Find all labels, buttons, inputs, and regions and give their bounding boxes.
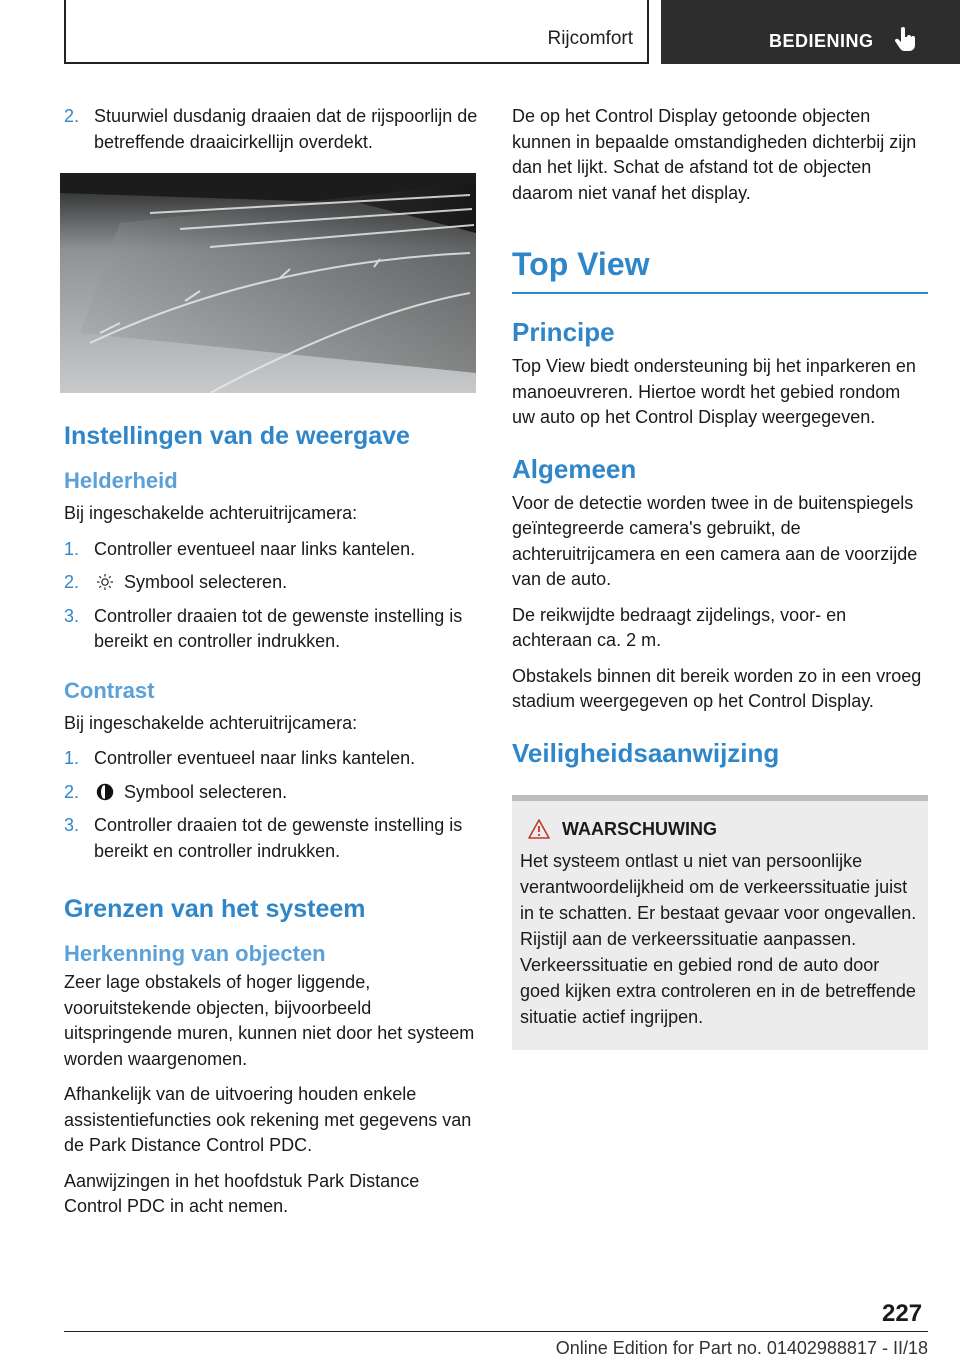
brightness-intro: Bij ingeschakelde achteruitrijcamera: [64, 503, 358, 523]
step-text: Symbool selecteren. [124, 781, 288, 802]
list-item [64, 780, 478, 806]
header-chapter-title: BEDIENING [769, 31, 874, 51]
contrast-intro: Bij ingeschakelde achteruitrijcamera: [64, 712, 358, 733]
header-section-title: Rijcomfort [547, 28, 633, 49]
paragraph: De reikwijdte bedraagt zijdelings, voor- en achteraan ca. 2 m. [512, 604, 847, 650]
heading-general: Algemeen [512, 453, 637, 484]
left-column [64, 104, 478, 1230]
step-number: 3. [64, 815, 80, 835]
contrast-icon [94, 783, 116, 801]
step-number: 3. [64, 605, 80, 626]
step-text: Controller draaien tot de gewenste instelling is bereikt en controller indrukken. [94, 605, 463, 651]
list-item [64, 537, 478, 563]
heading-rule [512, 292, 928, 294]
right-column [512, 104, 928, 1050]
heading-safety-notice: Veiligheidsaanwijzing [512, 737, 780, 768]
step-text: Controller eventueel naar links kantelen. [94, 748, 416, 768]
paragraph: De op het Control Display getoonde objecten kunnen in bepaalde omstandigheden dichterbij zijn dan het lijkt. Schat de afstand tot de objecten daarom niet vanaf het display. [512, 106, 917, 203]
heading-settings: Instellingen van de weergave [64, 422, 410, 450]
heading-system-limits: Grenzen van het systeem [64, 895, 366, 923]
step-number: 1. [64, 538, 80, 559]
paragraph: Aanwijzingen in het hoofdstuk Park Distance Control PDC in acht nemen. [64, 1170, 420, 1216]
list-item [64, 746, 478, 772]
page-number: 227 [882, 1300, 923, 1327]
paragraph: Voor de detectie worden twee in de buitenspiegels geïntegreerde camera's gebruikt, de achteruitrijcamera en een camera aan de voorzijde van de auto. [512, 492, 918, 589]
step-number: 1. [64, 748, 80, 768]
footer-edition: Online Edition for Part no. 01402988817 - II/18 [555, 1338, 928, 1358]
step-number: 2. [64, 781, 80, 802]
heading-top-view: Top View [512, 246, 650, 282]
heading-brightness: Helderheid [64, 468, 178, 493]
paragraph: Top View biedt ondersteuning bij het inparkeren en manoeuvreren. Hiertoe wordt het gebied rondom uw auto op het Control Display weergegeven. [512, 356, 916, 427]
paragraph: Obstakels binnen dit bereik worden zo in een vroeg stadium weergegeven op het Control Display. [512, 665, 922, 711]
header-section-box [64, 0, 649, 64]
list-item [64, 604, 478, 655]
heading-principle: Principe [512, 317, 615, 347]
step-text: Controller draaien tot de gewenste instelling is bereikt en controller indrukken. [94, 815, 463, 861]
step-number: 2. [64, 106, 80, 126]
paragraph: Zeer lage obstakels of hoger liggende, vooruitstekende objecten, bijvoorbeeld uitspringende muren, kunnen niet door het systeem worden waargenomen. [64, 972, 475, 1069]
rear-camera-display-image [60, 173, 476, 393]
sun-icon [94, 573, 116, 591]
footer-rule [64, 1331, 928, 1332]
step-text: Controller eventueel naar links kantelen. [94, 538, 416, 559]
step-number: 2. [64, 572, 80, 592]
hand-pointer-icon [894, 27, 916, 51]
warning-triangle-icon [528, 819, 550, 839]
step-text: Symbool selecteren. [124, 572, 288, 592]
paragraph: Afhankelijk van de uitvoering houden enkele assistentiefuncties ook rekening met gegevens van de Park Distance Control PDC. [64, 1084, 472, 1155]
warning-title: WAARSCHUWING [562, 818, 717, 839]
list-item [64, 813, 478, 864]
warning-box [512, 795, 928, 1050]
step-text: Stuurwiel dusdanig draaien dat de rijspoorlijn de betreffende draaicirkellijn overdekt. [94, 106, 478, 152]
heading-object-detection: Herkenning van objecten [64, 941, 326, 966]
intro-step [64, 104, 478, 155]
header-chapter-tab [661, 0, 960, 64]
list-item [64, 570, 478, 596]
warning-text: Het systeem ontlast u niet van persoonlijke verantwoordelijkheid om de verkeerssituatie juist in te schatten. Er bestaat gevaar voor ongevallen. Rijstijl aan de verkeerssituatie aanpassen. Verkeerssituatie en gebied rond de auto door goed kijken extra controleren en in de betreffende situatie actief ingrijpen. [520, 850, 917, 1027]
heading-contrast: Contrast [64, 677, 155, 703]
